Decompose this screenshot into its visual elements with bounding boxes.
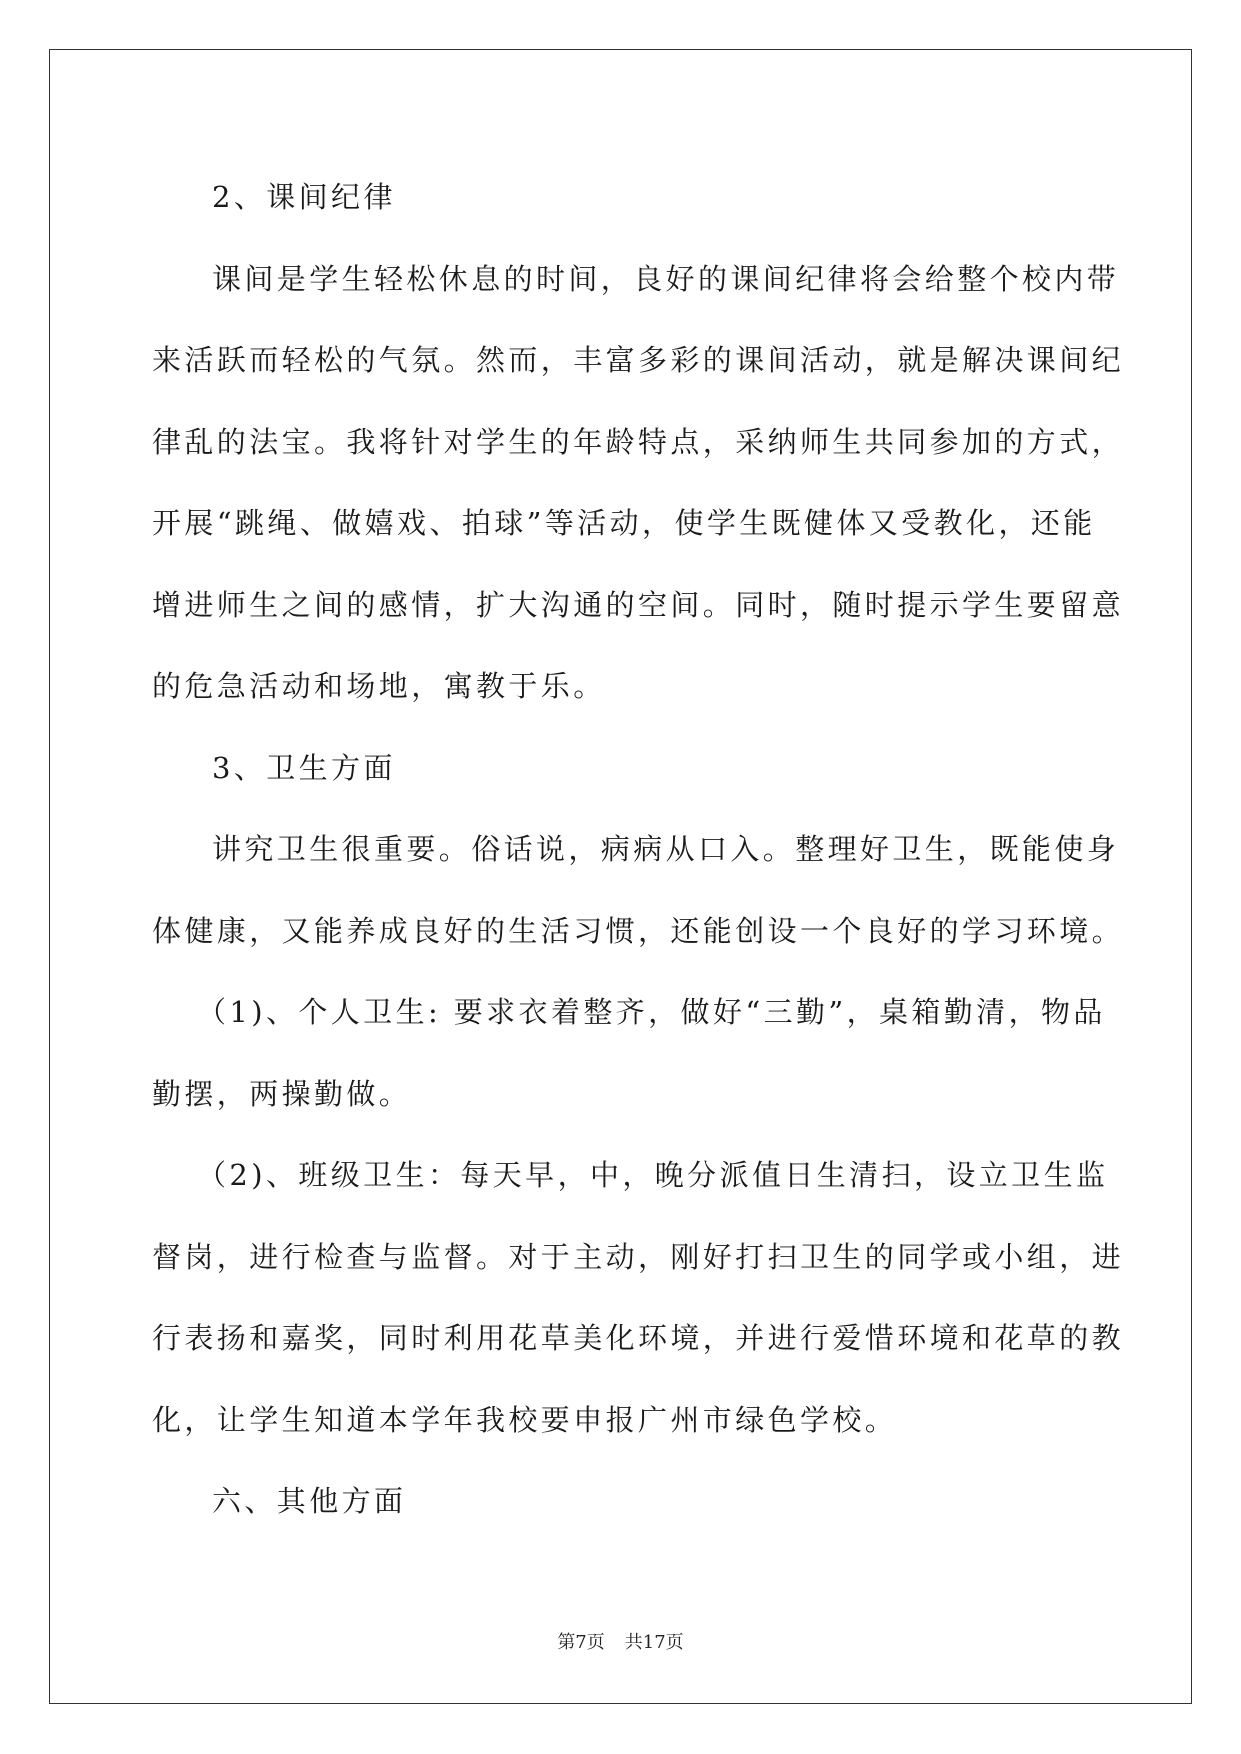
paragraph-line: （1)、个人卫生: 要求衣着整齐，做好“三勤”，桌箱勤清，物品 <box>197 995 1106 1029</box>
document-body <box>152 157 1125 1543</box>
paragraph-line: 来活跃而轻松的气氛。然而，丰富多彩的课间活动，就是解决课间纪 <box>152 343 1125 377</box>
paragraph-line: 行表扬和嘉奖，同时利用花草美化环境，并进行爱惜环境和花草的教 <box>152 1321 1125 1355</box>
paragraph-line: 化，让学生知道本学年我校要申报广州市绿色学校。 <box>152 1402 898 1437</box>
paragraph-line: 律乱的法宝。我将针对学生的年龄特点，采纳师生共同参加的方式， <box>152 424 1125 459</box>
section-heading: 六、其他方面 <box>212 1484 407 1518</box>
paragraph-line: 课间是学生轻松休息的时间，良好的课间纪律将会给整个校内带 <box>212 261 1120 296</box>
page-total: 共17页 <box>624 1632 684 1653</box>
paragraph-line: 体健康，又能养成良好的生活习惯，还能创设一个良好的学习环境。 <box>152 913 1125 948</box>
paragraph-line: 讲究卫生很重要。俗话说，病病从口入。整理好卫生，既能使身 <box>212 832 1120 866</box>
paragraph-line: 督岗，进行检查与监督。对于主动，刚好打扫卫生的同学或小组，进 <box>152 1239 1125 1274</box>
paragraph-line: 勤摆，两操勤做。 <box>152 1076 412 1111</box>
paragraph-line: 开展“跳绳、做嬉戏、拍球”等活动，使学生既健体又受教化，还能 <box>152 506 1096 540</box>
page-number: 第7页 <box>557 1632 605 1653</box>
page-footer <box>0 1628 1241 1654</box>
paragraph-line: 的危急活动和场地，寓教于乐。 <box>152 669 606 703</box>
paragraph-line: （2)、班级卫生：每天早，中，晚分派值日生清扫，设立卫生监 <box>197 1158 1109 1192</box>
section-heading: 2、课间纪律 <box>212 180 396 214</box>
section-heading: 3、卫生方面 <box>212 750 396 785</box>
paragraph-line: 增进师生之间的感情，扩大沟通的空间。同时，随时提示学生要留意 <box>152 587 1125 622</box>
